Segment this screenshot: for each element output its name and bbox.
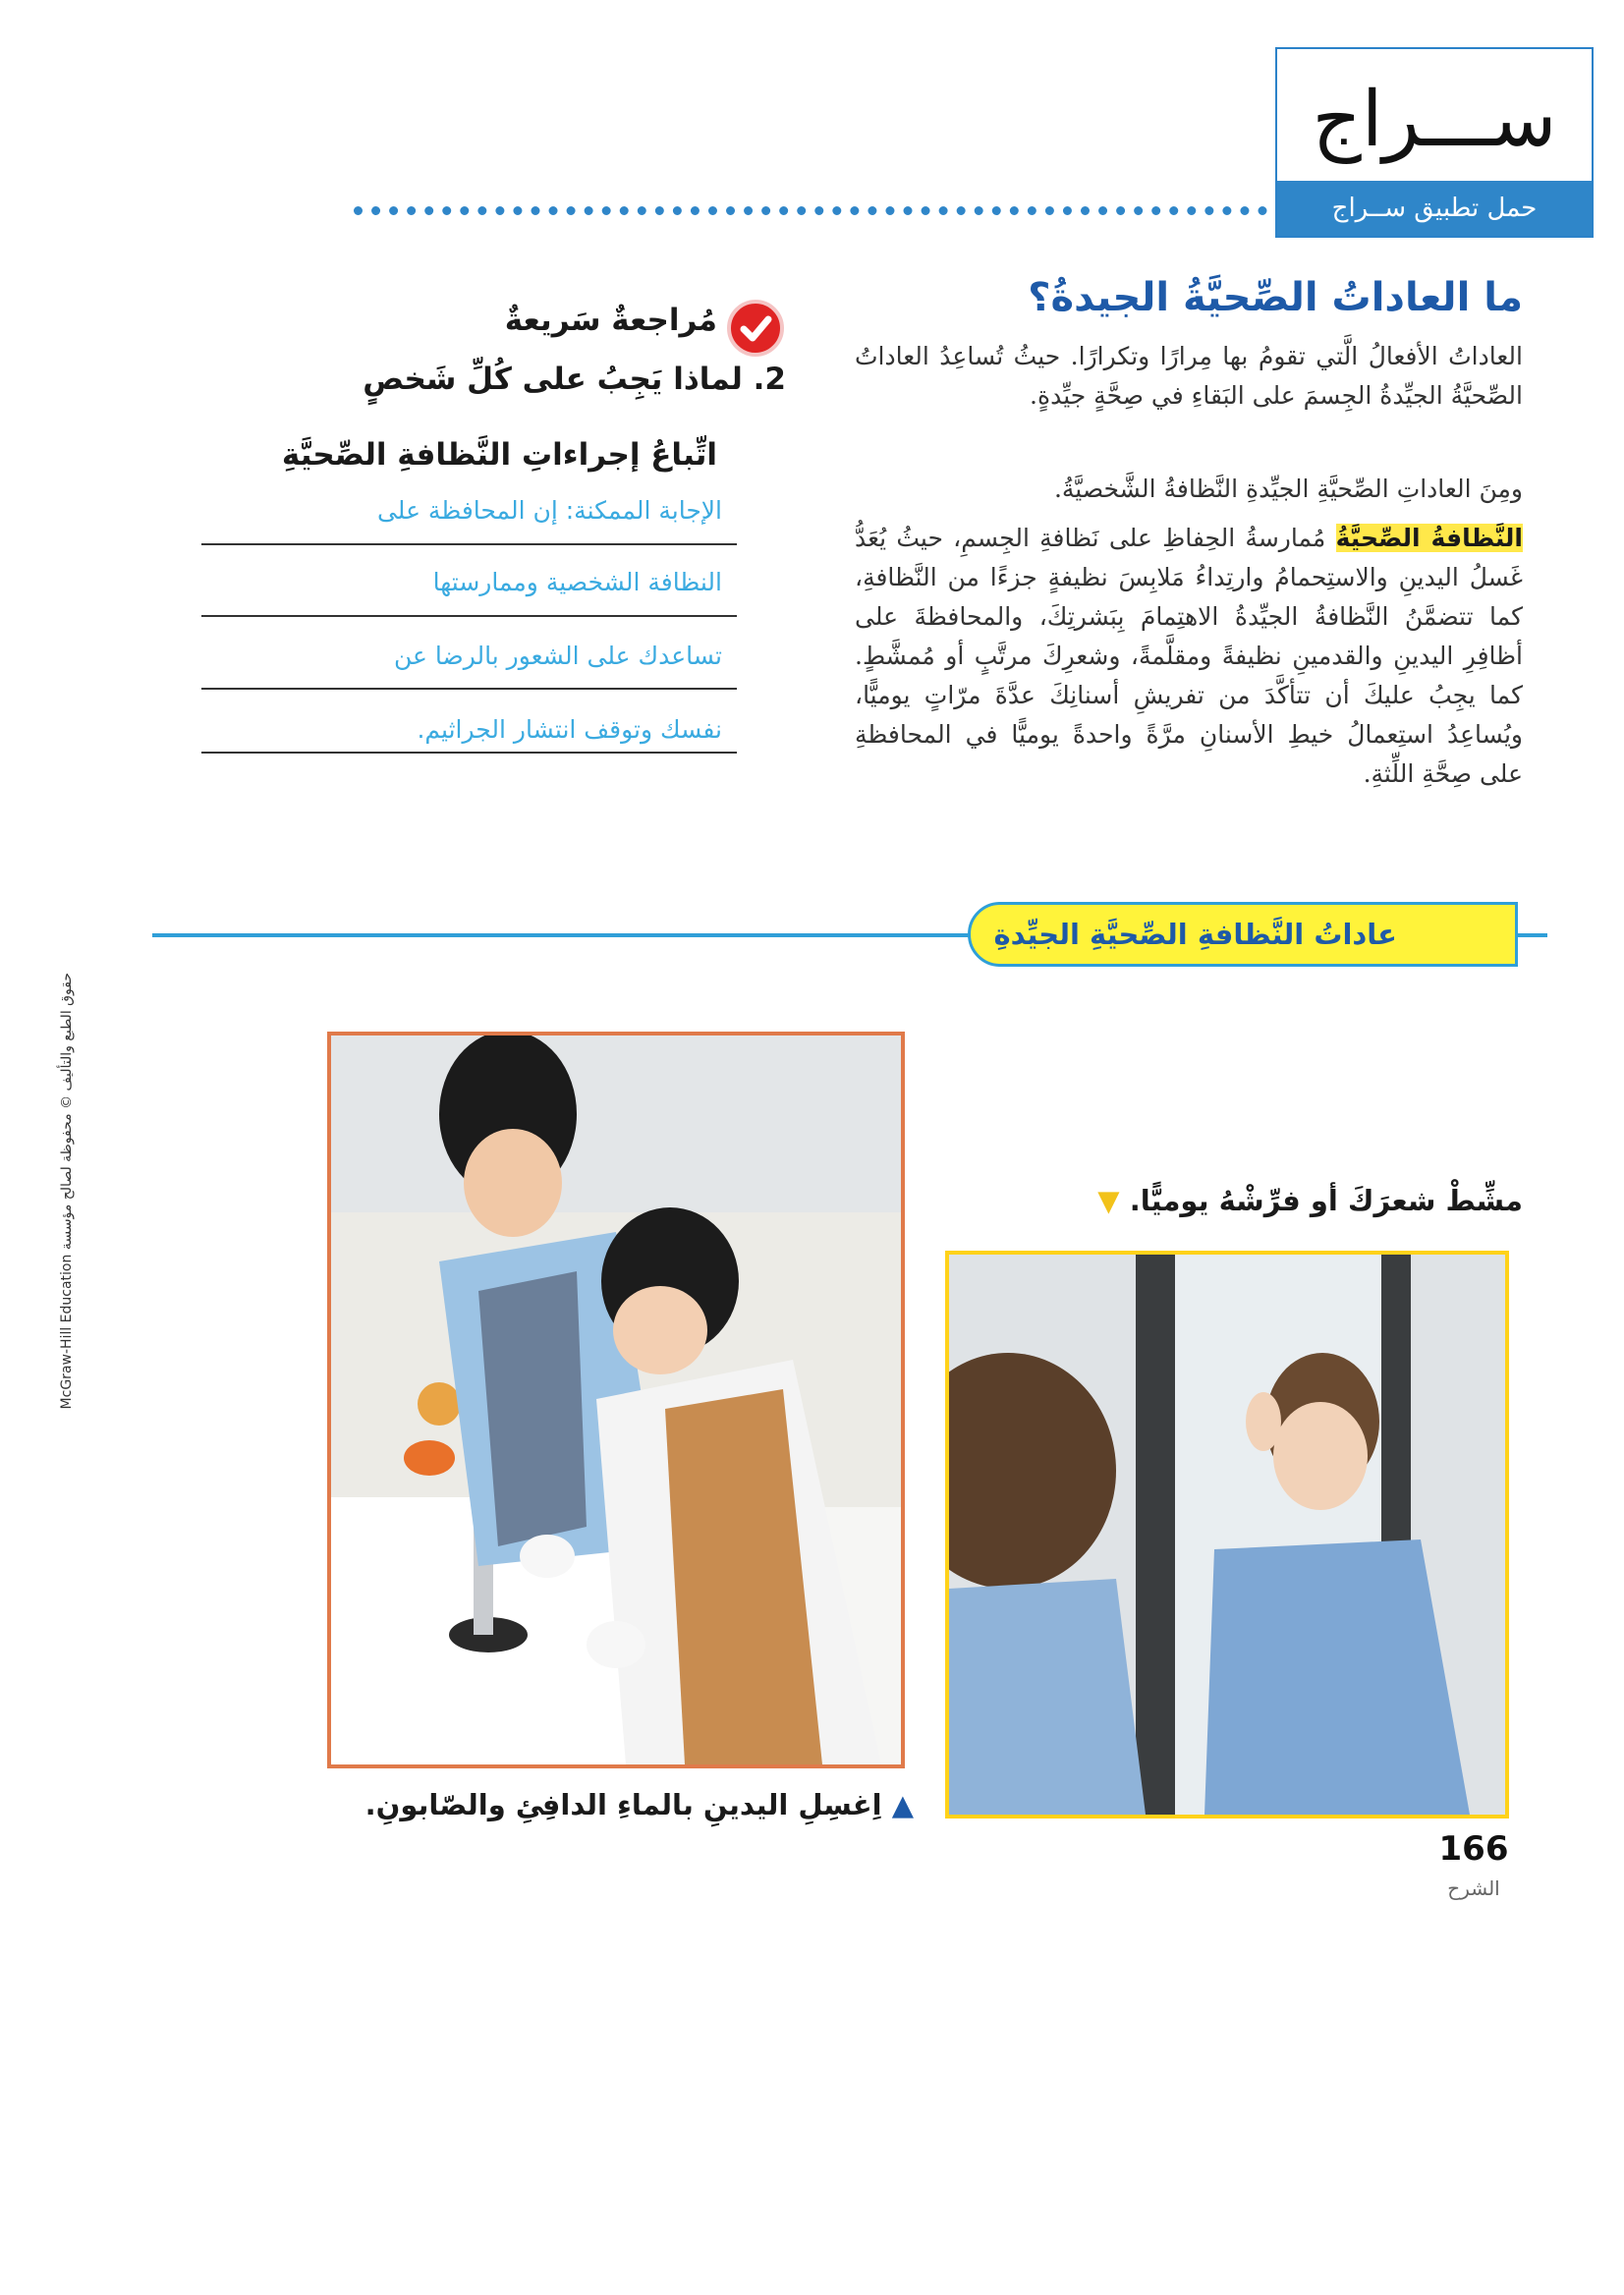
paragraph-personal-hygiene: ومِنَ العاداتِ الصِّحيَّةِ الجيِّدةِ النَّظافةُ الشَّخصيَّةُ. xyxy=(1053,475,1523,503)
highlighted-term: النَّظافةُ الصِّحيَّةُ xyxy=(1335,524,1523,552)
photo-combing-hair xyxy=(945,1251,1509,1819)
review-question: 2. لماذا يَجِبُ على كُلِّ شَخصٍ xyxy=(363,362,786,397)
answer-line-1: الإجابة الممكنة: إن المحافظة على xyxy=(376,496,722,525)
down-triangle-icon: ▼ xyxy=(1097,1184,1120,1217)
siraj-logo xyxy=(1275,47,1594,238)
definition-text: مُمارسةُ الحِفاظِ على نَظافةِ الجِسمِ، حيثُ يُعَدُّ غَسلُ اليدينِ والاستِحمامُ وارتِداءُ مَلابِسَ نظيفةٍ جزءًا من النَّظافةِ، كما تتضمَّنُ النَّظافةُ الجيِّدةُ الاهتِمامَ بِبَشرتِكَ، والمحافظةَ على أظافِرِ اليدينِ والقدمينِ نظيفةً ومقلَّمةً، وشعرِكَ مرتَّبٍ أو مُمشَّطٍ. كما يجِبُ عليكَ أن تتأكَّدَ من تفريشِ أسنانِكَ عدَّةَ مرّاتٍ يوميًّا، ويُساعِدُ استِعمالُ خيطِ الأسنانِ مرَّةً واحدةً يوميًّا في المحافظةِ على صِحَّةِ اللِّثةِ. xyxy=(855,524,1523,788)
answer-line-3: تساعدك على الشعور بالرضا عن xyxy=(393,642,722,670)
dotted-divider xyxy=(354,206,1267,215)
paragraph-hygiene-definition xyxy=(855,519,1523,794)
answer-rule xyxy=(201,752,737,754)
answer-line-2: النظافة الشخصية وممارستها xyxy=(432,568,722,596)
download-app-banner[interactable]: حمل تطبيق ســراج xyxy=(1277,181,1592,236)
answer-line-4: نفسك وتوقف انتشار الجراثيم. xyxy=(417,715,722,744)
checkmark-icon xyxy=(727,300,784,357)
review-question-continued: اتِّباعُ إجراءاتِ النَّظافةِ الصِّحيَّةِ xyxy=(281,437,717,473)
up-triangle-icon: ▲ xyxy=(891,1788,914,1821)
caption-combing-text: مشِّطْ شعرَكَ أو فرِّشْهُ يوميًّا. xyxy=(1129,1184,1523,1217)
answer-rule xyxy=(201,688,737,690)
answer-rule xyxy=(201,543,737,545)
photo-handwashing xyxy=(327,1032,905,1768)
paragraph-habits: العاداتُ الأفعالُ الَّتي تقومُ بها مِرارًا وتكرارًا. حيثُ تُساعِدُ العاداتُ الصِّحيَّةُ الجيِّدةُ الجِسمَ على البَقاءِ في صِحَّةٍ جيِّدةٍ. xyxy=(855,342,1523,410)
quick-review-title: مُراجعةٌ سَريعةٌ xyxy=(504,303,717,338)
caption-handwashing-text: اِغسِلِ اليدينِ بالماءِ الدافِئِ والصّابونِ. xyxy=(364,1788,882,1821)
logo-word: ســـراج xyxy=(1312,76,1557,164)
caption-handwashing xyxy=(334,1788,914,1821)
page-section-label: الشرح xyxy=(1447,1876,1500,1900)
section-heading: ما العاداتُ الصِّحيَّةُ الجيدةُ؟ xyxy=(1028,275,1523,320)
section-band-label: عاداتُ النَّظافةِ الصِّحيَّةِ الجيِّدةِ xyxy=(968,902,1518,967)
copyright-notice: حقوق الطبع والتأليف © محفوظة لصالح مؤسسة McGraw-Hill Education xyxy=(59,973,75,1410)
caption-combing xyxy=(1061,1184,1523,1217)
page-number: 166 xyxy=(1438,1829,1509,1869)
answer-rule xyxy=(201,615,737,617)
